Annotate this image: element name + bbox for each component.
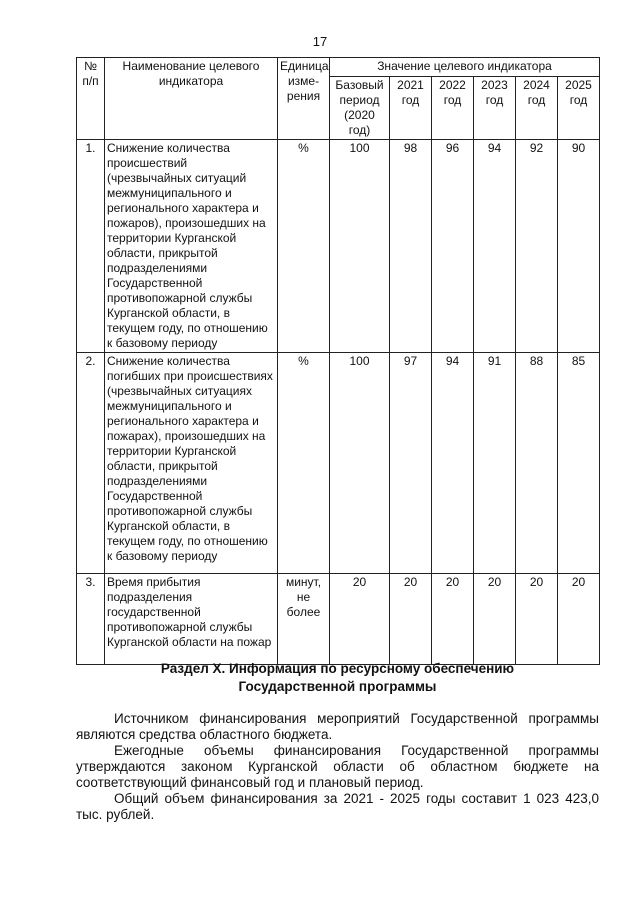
header-value-group: Значение целевого индикатора xyxy=(330,58,600,77)
row-value-base: 20 xyxy=(330,574,390,665)
row-value-2025: 85 xyxy=(558,353,600,574)
row-unit: % xyxy=(278,140,330,353)
row-value-2022: 20 xyxy=(432,574,474,665)
row-num: 1. xyxy=(77,140,105,353)
header-row xyxy=(77,58,600,77)
row-value-2025: 90 xyxy=(558,140,600,353)
section-heading-line-1: Раздел X. Информация по ресурсному обеспечению xyxy=(160,661,515,676)
row-num: 3. xyxy=(77,574,105,665)
header-year-2024: 2024 год xyxy=(516,77,558,140)
row-value-2021: 20 xyxy=(390,574,432,665)
header-year-2023: 2023 год xyxy=(474,77,516,140)
row-value-2021: 97 xyxy=(390,353,432,574)
row-unit: % xyxy=(278,353,330,574)
table-row xyxy=(77,353,600,574)
row-value-2023: 94 xyxy=(474,140,516,353)
paragraph-annual-volumes: Ежегодные объемы финансирования Государственной программы утверждаются законом Курганской области об областном бюджете на соответствующий финансовый год и плановый период. xyxy=(76,743,599,790)
row-value-2025: 20 xyxy=(558,574,600,665)
row-unit: минут, не более xyxy=(278,574,330,665)
header-name: Наименование целевого индикатора xyxy=(105,58,278,140)
section-heading xyxy=(76,660,599,696)
row-indicator-name: Снижение количества погибших при происшествиях (чрезвычайных ситуациях межмуниципального и регионального характера и пожарах), произошедших на территории Курганской области, прикрытой подразделениями Государственной противопожарной службы Курганской области, в текущем году, по отношению к базовому периоду xyxy=(105,353,278,574)
row-indicator-name: Время прибытия подразделения государственной противопожарной службы Курганской области на пожар xyxy=(105,574,278,665)
row-value-2023: 91 xyxy=(474,353,516,574)
table-row xyxy=(77,140,600,353)
header-year-base: Базовый период (2020 год) xyxy=(330,77,390,140)
header-year-2022: 2022 год xyxy=(432,77,474,140)
row-value-2024: 20 xyxy=(516,574,558,665)
row-value-base: 100 xyxy=(330,140,390,353)
paragraph-total-volume: Общий объем финансирования за 2021 - 2025 годы составит 1 023 423,0 тыс. рублей. xyxy=(76,791,599,822)
header-num: № п/п xyxy=(77,58,105,140)
header-year-2025: 2025 год xyxy=(558,77,600,140)
header-year-2021: 2021 год xyxy=(390,77,432,140)
row-value-base: 100 xyxy=(330,353,390,574)
row-value-2022: 96 xyxy=(432,140,474,353)
page-number: 17 xyxy=(312,34,328,49)
row-num: 2. xyxy=(77,353,105,574)
paragraph-funding-source: Источником финансирования мероприятий Государственной программы являются средства областного бюджета. xyxy=(76,711,599,742)
section-heading-line-2: Государственной программы xyxy=(238,679,437,694)
indicators-table xyxy=(76,57,600,665)
table-row xyxy=(77,574,600,665)
header-unit: Единица изме-рения xyxy=(278,58,330,140)
row-value-2022: 94 xyxy=(432,353,474,574)
row-indicator-name: Снижение количества происшествий (чрезвычайных ситуаций межмуниципального и регионального характера и пожаров), произошедших на территории Курганской области, прикрытой подразделениями Государственной противопожарной службы Курганской области, в текущем году, по отношению к базовому периоду xyxy=(105,140,278,353)
row-value-2024: 88 xyxy=(516,353,558,574)
row-value-2021: 98 xyxy=(390,140,432,353)
row-value-2024: 92 xyxy=(516,140,558,353)
row-value-2023: 20 xyxy=(474,574,516,665)
